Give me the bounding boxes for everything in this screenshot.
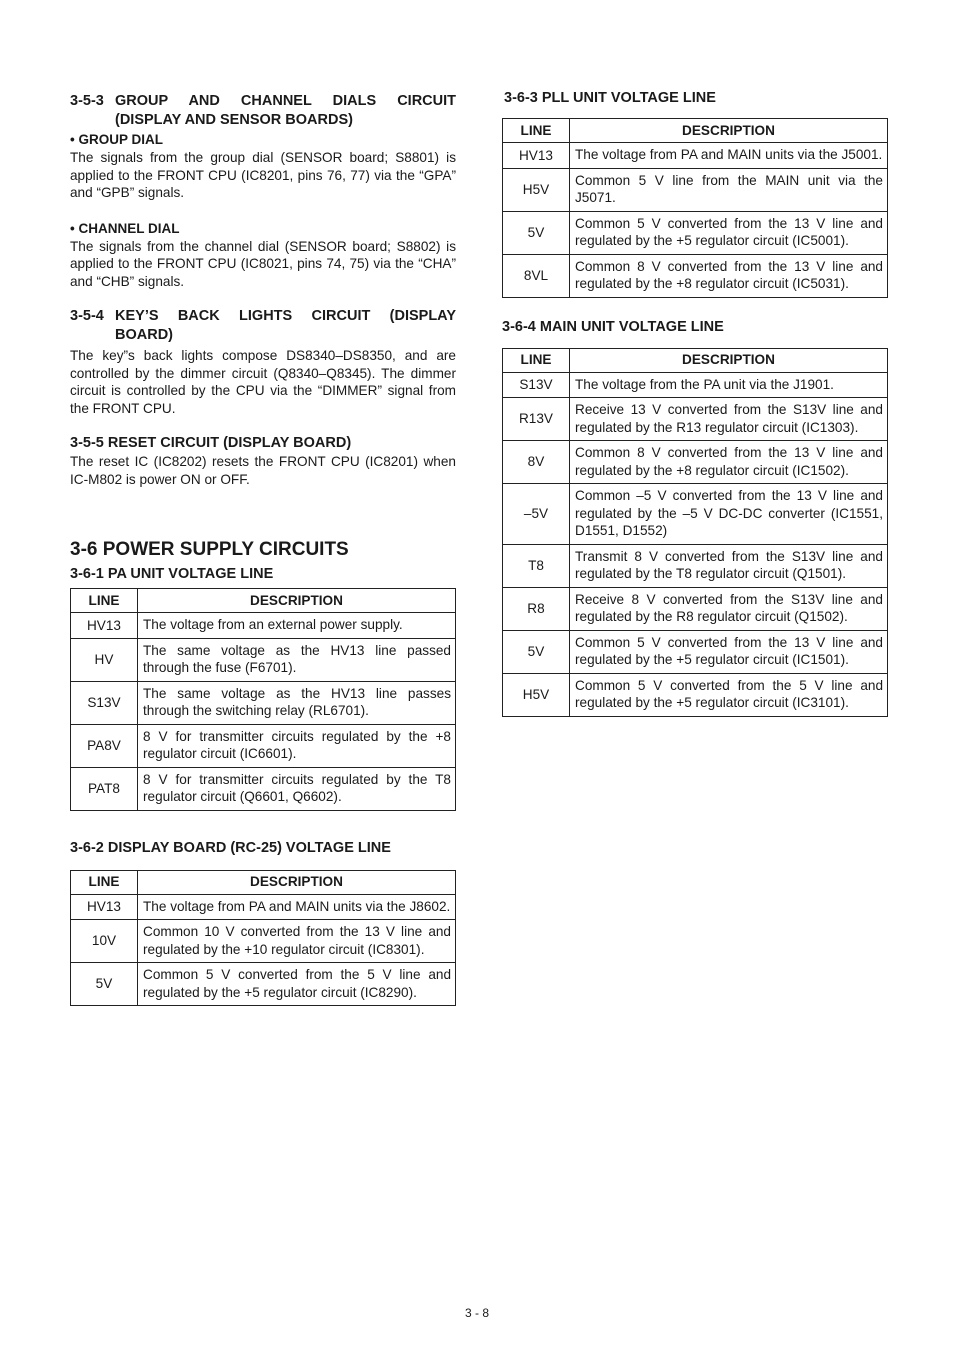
table-row: [71, 963, 456, 1006]
section-3-6-4-heading: 3-6-4 MAIN UNIT VOLTAGE LINE: [502, 318, 724, 335]
page-number: 3 - 8: [464, 1306, 489, 1320]
description-cell: 8 V for transmitter circuits regulated by the +8 regulator circuit (IC6601).: [138, 724, 456, 767]
line-cell: 5V: [503, 211, 570, 254]
pa-unit-voltage-table: [70, 588, 456, 811]
table-row: [71, 920, 456, 963]
table-row: [503, 544, 888, 587]
line-cell: R8: [503, 587, 570, 630]
table-row: [503, 630, 888, 673]
line-cell: 10V: [71, 920, 138, 963]
table-row: [503, 254, 888, 297]
table-row: [71, 767, 456, 810]
description-cell: Common 10 V converted from the 13 V line and regulated by the +10 regulator circuit (IC8301).: [138, 920, 456, 963]
line-cell: –5V: [503, 484, 570, 545]
section-3-6-3-heading: 3-6-3 PLL UNIT VOLTAGE LINE: [504, 90, 716, 106]
description-cell: Common –5 V converted from the 13 V line and regulated by the –5 V DC-DC converter (IC1551, D1551, D1552): [570, 484, 888, 545]
line-cell: H5V: [503, 168, 570, 211]
table-row: [71, 613, 456, 639]
table-header-row: [71, 870, 456, 894]
section-3-6-2-heading: 3-6-2 DISPLAY BOARD (RC-25) VOLTAGE LINE: [70, 839, 391, 856]
line-cell: HV: [71, 638, 138, 681]
section-title-line1: KEY’S BACK LIGHTS CIRCUIT (DISPLAY: [115, 308, 456, 324]
group-dial-paragraph: The signals from the group dial (SENSOR board; S8801) is applied to the FRONT CPU (IC8201, pins 76, 77) via the “GPA” and “GPB” signals.: [70, 150, 456, 200]
description-cell: Receive 13 V converted from the S13V line and regulated by the R13 regulator circuit (IC1303).: [570, 398, 888, 441]
table-header-row: [503, 348, 888, 372]
line-cell: S13V: [71, 681, 138, 724]
display-board-voltage-table: [70, 870, 456, 1007]
description-cell: Transmit 8 V converted from the S13V line and regulated by the T8 regulator circuit (Q1501).: [570, 544, 888, 587]
section-3-5-4-heading: [70, 307, 456, 345]
description-column-header: DESCRIPTION: [138, 589, 456, 613]
line-column-header: LINE: [71, 870, 138, 894]
section-number: 3-5-3: [70, 93, 104, 109]
description-column-header: DESCRIPTION: [570, 119, 888, 143]
table-row: [503, 441, 888, 484]
line-cell: T8: [503, 544, 570, 587]
description-cell: Common 5 V line from the MAIN unit via the J5071.: [570, 168, 888, 211]
description-cell: 8 V for transmitter circuits regulated by the T8 regulator circuit (Q6601, Q6602).: [138, 767, 456, 810]
line-cell: HV13: [503, 143, 570, 169]
table-row: [503, 398, 888, 441]
line-cell: HV13: [71, 894, 138, 920]
line-cell: S13V: [503, 372, 570, 398]
main-unit-voltage-table: [502, 348, 888, 717]
section-title-line2: BOARD): [115, 327, 173, 343]
description-cell: The same voltage as the HV13 line passes through the switching relay (RL6701).: [138, 681, 456, 724]
table-row: [503, 143, 888, 169]
line-cell: 5V: [503, 630, 570, 673]
table-row: [71, 681, 456, 724]
line-cell: HV13: [71, 613, 138, 639]
table-row: [503, 484, 888, 545]
left-column: [70, 92, 456, 1006]
line-cell: PAT8: [71, 767, 138, 810]
description-cell: The same voltage as the HV13 line passed through the fuse (F6701).: [138, 638, 456, 681]
line-column-header: LINE: [71, 589, 138, 613]
table-header-row: [71, 589, 456, 613]
pll-unit-voltage-table: [502, 118, 888, 298]
section-number: 3-5-4: [70, 308, 104, 324]
description-column-header: DESCRIPTION: [138, 870, 456, 894]
table-row: [71, 724, 456, 767]
table-row: [71, 894, 456, 920]
description-cell: Common 5 V converted from the 5 V line and regulated by the +5 regulator circuit (IC8290).: [138, 963, 456, 1006]
section-3-6-heading: 3-6 POWER SUPPLY CIRCUITS: [70, 539, 349, 560]
section-title-line2: (DISPLAY AND SENSOR BOARDS): [115, 112, 353, 128]
description-cell: Common 8 V converted from the 13 V line and regulated by the +8 regulator circuit (IC5031).: [570, 254, 888, 297]
table-header-row: [503, 119, 888, 143]
description-column-header: DESCRIPTION: [570, 348, 888, 372]
line-cell: PA8V: [71, 724, 138, 767]
line-cell: 8V: [503, 441, 570, 484]
channel-dial-subheading: • CHANNEL DIAL: [70, 220, 180, 236]
line-column-header: LINE: [503, 348, 570, 372]
section-3-5-5-heading: 3-5-5 RESET CIRCUIT (DISPLAY BOARD): [70, 435, 352, 451]
description-cell: Common 5 V converted from the 13 V line and regulated by the +5 regulator circuit (IC5001).: [570, 211, 888, 254]
group-dial-subheading: • GROUP DIAL: [70, 132, 163, 147]
description-cell: Common 5 V converted from the 13 V line and regulated by the +5 regulator circuit (IC1501).: [570, 630, 888, 673]
table-row: [503, 673, 888, 716]
table-row: [71, 638, 456, 681]
description-cell: The voltage from PA and MAIN units via the J5001.: [570, 143, 888, 169]
description-cell: Receive 8 V converted from the S13V line and regulated by the R8 regulator circuit (Q1502).: [570, 587, 888, 630]
description-cell: The voltage from the PA unit via the J1901.: [570, 372, 888, 398]
section-3-6-1-heading: 3-6-1 PA UNIT VOLTAGE LINE: [70, 566, 274, 582]
line-cell: H5V: [503, 673, 570, 716]
table-row: [503, 211, 888, 254]
line-column-header: LINE: [503, 119, 570, 143]
reset-circuit-paragraph: The reset IC (IC8202) resets the FRONT CPU (IC8201) when IC-M802 is power ON or OFF.: [70, 454, 456, 487]
table-row: [503, 168, 888, 211]
line-cell: 8VL: [503, 254, 570, 297]
description-cell: Common 5 V converted from the 5 V line and regulated by the +5 regulator circuit (IC3101).: [570, 673, 888, 716]
description-cell: The voltage from an external power supply.: [138, 613, 456, 639]
table-row: [503, 372, 888, 398]
line-cell: R13V: [503, 398, 570, 441]
channel-dial-paragraph: The signals from the channel dial (SENSOR board; S8802) is applied to the FRONT CPU (IC8021, pins 74, 75) via the “CHA” and “CHB” signals.: [70, 238, 456, 289]
table-row: [503, 587, 888, 630]
right-column: [502, 89, 888, 717]
line-cell: 5V: [71, 963, 138, 1006]
back-lights-paragraph: The key”s back lights compose DS8340–DS8350, and are controlled by the dimmer circuit (Q8340–Q8345). The dimmer circuit is controlled by the CPU via the “DIMMER” signal from the FRONT CPU.: [70, 348, 456, 416]
description-cell: Common 8 V converted from the 13 V line and regulated by the +8 regulator circuit (IC1502).: [570, 441, 888, 484]
section-3-5-3-heading: [70, 92, 456, 130]
description-cell: The voltage from PA and MAIN units via the J8602.: [138, 894, 456, 920]
section-title-line1: GROUP AND CHANNEL DIALS CIRCUIT: [115, 93, 456, 109]
